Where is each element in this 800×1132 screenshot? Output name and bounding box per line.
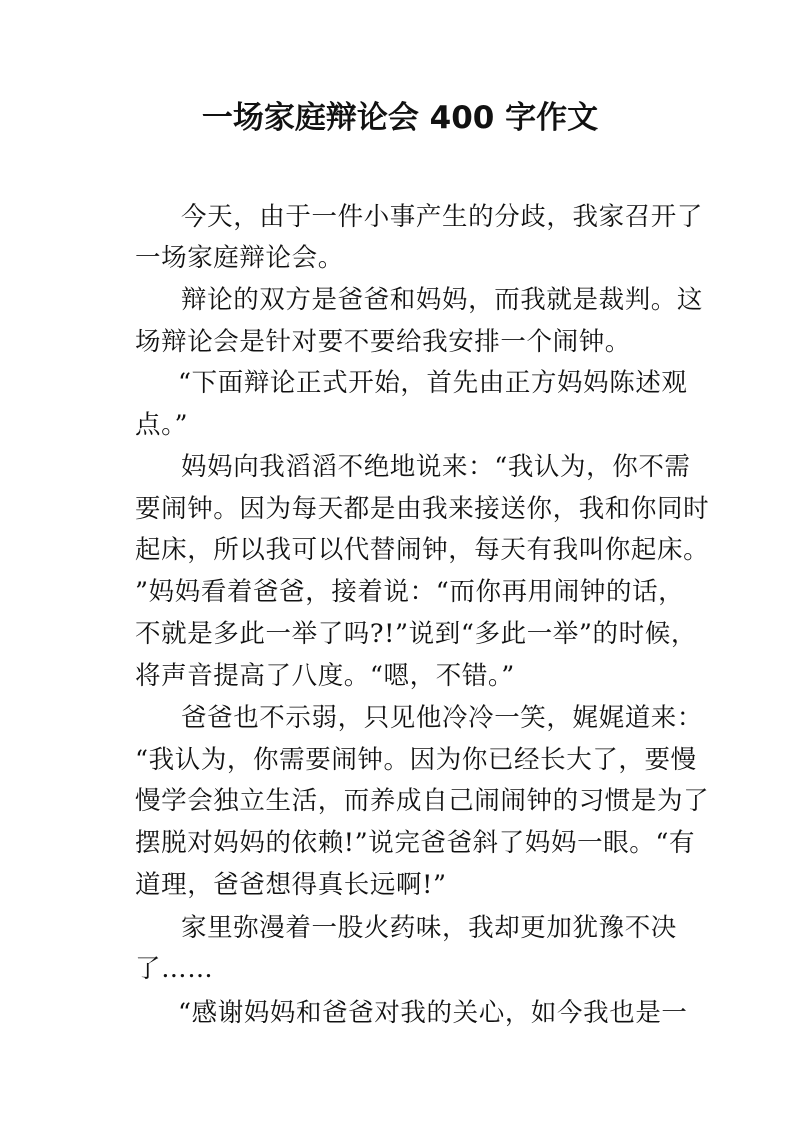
text-line: 了…… [135,954,214,984]
text-line: 起床，所以我可以代替闹钟，每天有我叫你起床。 [135,535,710,565]
document-title: 一场家庭辩论会 400 字作文 [201,100,599,136]
text-line: 今天，由于一件小事产生的分歧，我家召开了 [181,202,704,232]
text-line: 爸爸也不示弱，只见他冷冷一笑，娓娓道来： [181,703,704,733]
text-line: 慢学会独立生活，而养成自己闹闹钟的习惯是为了 [135,786,710,816]
text-line: 一场家庭辩论会。 [135,243,344,273]
text-line: 场辩论会是针对要不要给我安排一个闹钟。 [135,327,631,357]
text-line: “下面辩论正式开始，首先由正方妈妈陈述观 [178,368,688,398]
text-line: 点。” [135,410,189,440]
text-line: “我认为，你需要闹钟。因为你已经长大了，要慢 [135,745,697,775]
text-line: “感谢妈妈和爸爸对我的关心，如今我也是一 [178,998,688,1028]
text-line: 要闹钟。因为每天都是由我来接送你，我和你同时 [135,494,710,524]
text-line: 妈妈向我滔滔不绝地说来：“我认为，你不需 [181,452,691,482]
text-line: 辩论的双方是爸爸和妈妈，而我就是裁判。这 [181,285,704,315]
text-line: 不就是多此一举了吗?!”说到“多此一举”的时候， [135,619,697,649]
text-line: 道理，爸爸想得真长远啊!” [135,870,447,900]
text-line: 摆脱对妈妈的依赖!”说完爸爸斜了妈妈一眼。“有 [135,828,696,858]
text-line: ”妈妈看着爸爸，接着说：“而你再用闹钟的话， [135,577,685,607]
text-line: 家里弥漫着一股火药味，我却更加犹豫不决 [181,913,677,943]
text-line: 将声音提高了八度。“嗯，不错。” [135,661,515,691]
